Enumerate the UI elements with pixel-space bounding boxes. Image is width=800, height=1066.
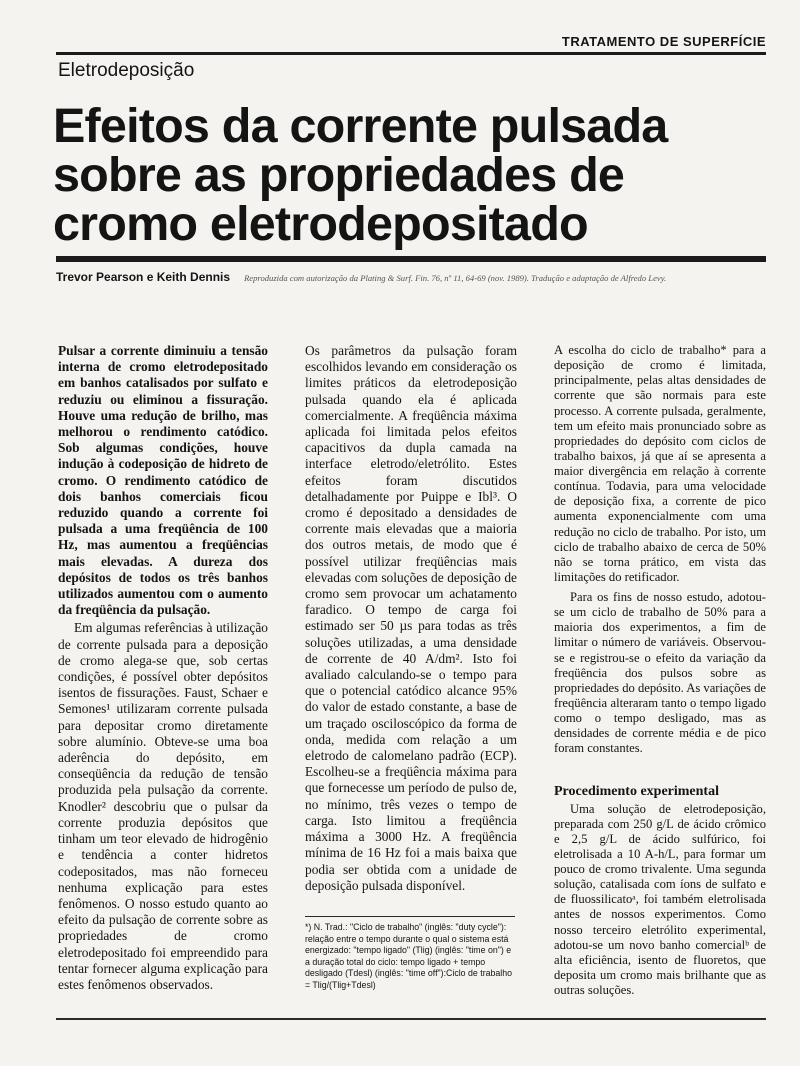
byline [56, 268, 771, 286]
section-tag: TRATAMENTO DE SUPERFÍCIE [561, 34, 766, 49]
top-rule [56, 52, 766, 55]
bottom-rule [56, 1018, 766, 1020]
section-heading: Procedimento experimental [554, 784, 719, 800]
category-label: Eletrodeposição [58, 60, 195, 81]
footnote-rule [305, 916, 515, 917]
reproduction-credit: Reproduzida com autorização da Plating & Surf. Fin. 76, nº 11, 64-69 (nov. 1989). Tradução e adaptação de Alfredo Levy. [244, 273, 667, 283]
article-title: Efeitos da corrente pulsada sobre as propriedades de cromo eletrodepositado [53, 99, 668, 251]
text-column-3 [554, 343, 766, 998]
paragraph-2-continued: Os parâmetros da pulsação foram escolhidos levando em consideração os limites práticos da eletrodeposição pulsada quando ela é aplicada comercialmente. A freqüência máxima aplicada foi limitada pelos efeitos capacitivos da dupla camada na interface eletrodo/eletrólito. Estes efeitos foram discutidos detalhadamente por Puippe e Ibl³. O cromo é depositado a densidades de corrente mais elevadas que a maioria dos outros metais, de modo que é possível utilizar freqüências mais elevadas com soluções de deposição de cromo sem provocar um achatamento faradico. O tempo de carga foi estimado ser 50 µs para todas as três soluções utilizadas, a uma densidade de corrente de 40 A/dm². Isto foi avaliado calculando-se o tempo para que o potencial catódico alcance 95% do valor de estado constante, a base de um traçado osciloscópico da forma de onda, medida com relação a um eletrodo de calomelano padrão (ECP). Escolheu-se a freqüência máxima para que fornecesse um período de pulso de, no mínimo, três vezes o tempo de carga. Isto limitou a freqüência máxima a 3000 Hz. A freqüência mínima de 16 Hz foi a mais baixa que podia ser obtida com a unidade de deposição pulsada disponível. [305, 343, 517, 893]
text-column-1 [58, 343, 268, 993]
paragraph-1: Em algumas referências à utilização de corrente pulsada para a deposição de cromo alega-se que, sob certas condições, é possível obter depósitos isentos de fissurações. Faust, Schaer e Semones¹ utilizaram corrente pulsada para depositar cromo diretamente sobre alumínio. Obteve-se uma boa aderência do depósito, em conseqüência da redução de tensão produzida pela pulsação da corrente. Knodler² descobriu que o pulsar da corrente produzia depósitos que tinham um teor elevado de hidrogênio e tendência a conter hidretos codepositados, mas não forneceu nenhuma explicação para estes fenômenos. O nosso estudo quanto ao efeito da pulsação de corrente sobre as propriedades de cromo eletrodepositado foi empreendido para tentar fornecer alguma explicação para estes fenômenos observados. [58, 620, 268, 992]
authors: Trevor Pearson e Keith Dennis [56, 270, 231, 284]
paragraph-5: Uma solução de eletrodeposição, preparada com 250 g/L de ácido crômico e 2,5 g/L de ácido sulfúrico, foi eletrolisada a 10 A-h/L, para formar um pouco de cromo trivalente. Uma segunda solução, catalisada com íons de sulfato e de fluossilicatoᵃ, foi também eletrolisada antes de nossos experimentos. Como nosso terceiro eletrólito experimental, adotou-se um novo banho comercialᵇ de alta eficiência, isento de fluoretos, que deposita um cromo mais brilhante que as outras soluções. [554, 801, 766, 997]
paragraph-3-continued: A escolha do ciclo de trabalho* para a deposição de cromo é limitada, principalmente, pelas altas densidades de corrente que são normais para este processo. A corrente pulsada, geralmente, tem um efeito mais pronunciado sobre as propriedades do depósito com ciclos de trabalho baixos, já que aí se apresenta a maior divergência em relação à corrente contínua. Todavia, para uma velocidade de deposição fixa, a corrente de pico aumenta exponencialmente com uma redução no ciclo de trabalho. Por isto, um ciclo de trabalho abaixo de cerca de 50% não se torna prático, em vista das limitações do retificador. [554, 343, 766, 584]
title-rule [56, 256, 766, 262]
abstract: Pulsar a corrente diminuiu a tensão interna de cromo eletrodepositado em banhos catalisados por sulfato e reduziu ou eliminou a fissuração. Houve uma redução de brilho, mas melhorou o rendimento catódico. Sob algumas condições, houve indução à codeposição de hidreto de cromo. O rendimento catódico de dois banhos comerciais ficou reduzido quando a corrente foi pulsada a uma freqüência de 100 Hz, mas aumentou a freqüências mais elevadas. A dureza dos depósitos de todos os três banhos utilizados aumentou com o aumento da freqüência da pulsação. [58, 343, 268, 618]
footnote: *) N. Trad.: "Ciclo de trabalho" (inglês: "duty cycle"): relação entre o tempo durante o qual o sistema está energizado: "tempo ligado" (Tlig) (inglês: "time on") e a duração total do ciclo: tempo ligado + tempo desligado (Tdesl) (inglês: "time off"):Ciclo de trabalho = Tlig/(Tlig+Tdesl) [305, 922, 513, 990]
paragraph-4: Para os fins de nosso estudo, adotou-se um ciclo de trabalho de 50% para a maioria dos experimentos, a fim de limitar o número de variáveis. Observou-se e registrou-se o efeito da variação da freqüência dos pulsos sobre as propriedades do depósito. As variações de freqüência alteraram tanto o tempo ligado como o tempo desligado, mas as densidades de corrente média e de pico foram constantes. [554, 590, 766, 756]
text-column-2 [305, 343, 517, 899]
